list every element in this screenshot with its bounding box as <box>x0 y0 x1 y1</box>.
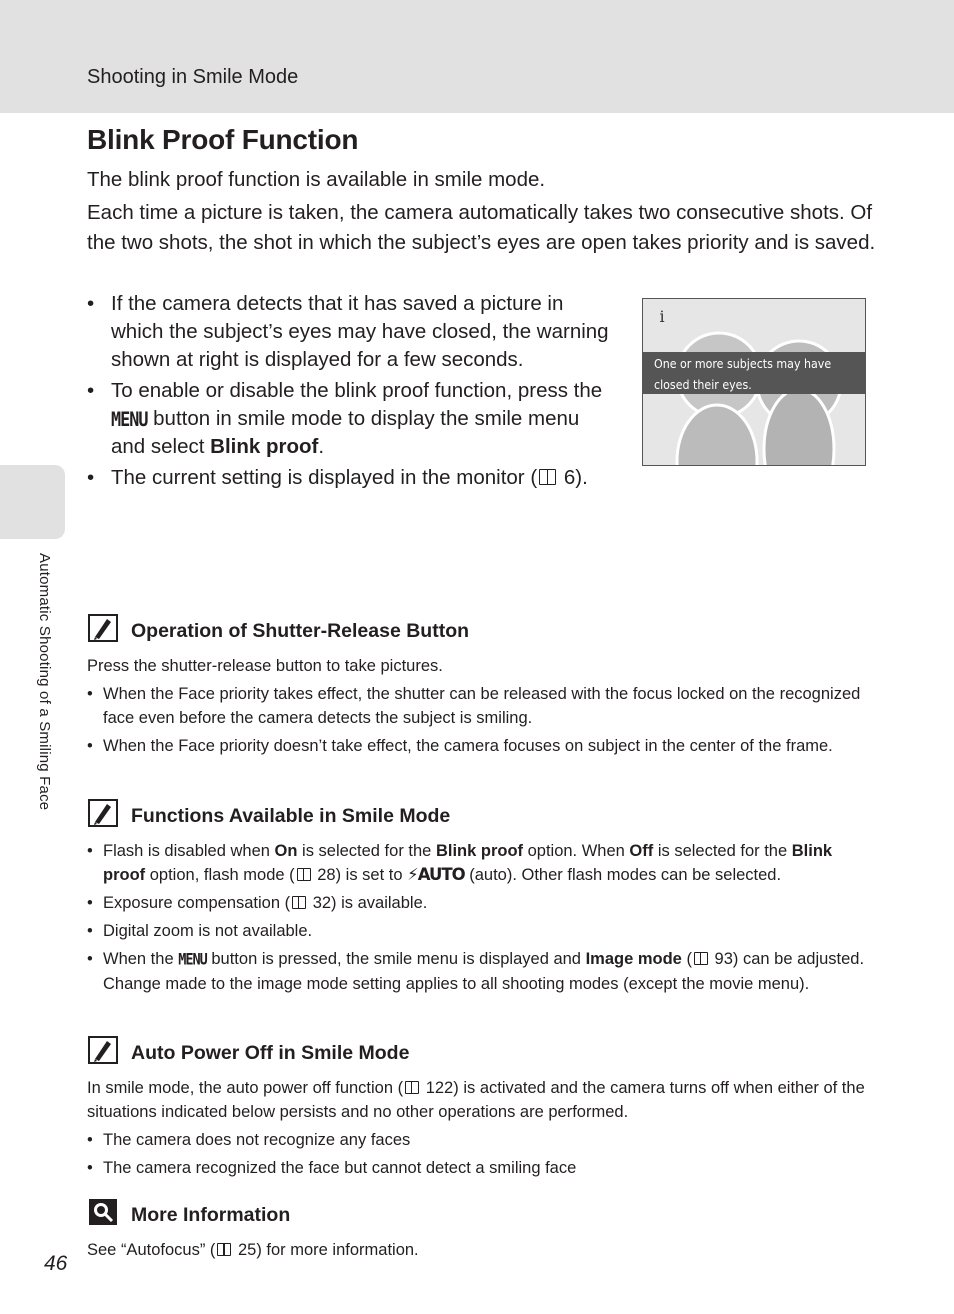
list-item: • When the Face priority doesn’t take effect, the camera focuses on subject in the center of the frame. <box>87 734 867 758</box>
bullet-current-text-a: The current setting is displayed in the monitor ( <box>111 466 538 489</box>
note-heading-functions: Functions Available in Smile Mode <box>131 805 451 827</box>
info-icon: i <box>659 307 665 326</box>
note-text-autopower <box>87 1076 867 1124</box>
bullet-current-text-b: 6). <box>558 466 588 489</box>
text-run: Flash is disabled when <box>103 842 275 860</box>
menu-button-icon: MENU <box>111 407 148 431</box>
text-run: option, flash mode ( <box>145 866 295 884</box>
text-run: 93) can be adjusted. Change made to the image mode setting applies to all shooting modes (except the movie menu). <box>103 950 865 993</box>
intro-paragraph: The blink proof function is available in smile mode. <box>87 168 546 191</box>
text-run: is selected for the <box>653 842 792 860</box>
bullet-warning-text: If the camera detects that it has saved a picture in which the subject’s eyes may have closed, the warning shown at right is displayed for a few seconds. <box>111 292 609 371</box>
page-number: 46 <box>44 1252 68 1275</box>
text-run: 28) is set to <box>312 866 408 884</box>
list-item: • The camera does not recognize any faces <box>87 1128 867 1152</box>
book-reference-icon <box>297 868 311 881</box>
bullet-enable-text-c: . <box>318 435 325 458</box>
bullet-enable <box>87 377 617 461</box>
list-item <box>87 839 867 887</box>
text-run: option. When <box>523 842 630 860</box>
warning-line-1: One or more subjects may have <box>654 357 832 371</box>
note-heading-more: More Information <box>131 1204 291 1226</box>
text-run: Exposure compensation ( <box>103 894 291 912</box>
header-title: Shooting in Smile Mode <box>87 66 299 88</box>
bullet-warning <box>87 290 617 374</box>
bullet-enable-text-b: button in smile mode to display the smile menu and select <box>111 407 580 458</box>
side-tab <box>0 465 65 539</box>
note-pencil-icon <box>88 799 118 827</box>
on-label: On <box>274 842 298 860</box>
text-run: 122) is activated and the camera turns off when either of the situations indicated below persists and no other operations are performed. <box>87 1079 865 1121</box>
more-info-icon <box>88 1198 118 1226</box>
note-pencil-icon <box>88 614 118 642</box>
text-run: 25) for more information. <box>233 1241 419 1259</box>
book-reference-icon <box>694 952 708 965</box>
warning-line-2: closed their eyes. <box>654 378 752 392</box>
text-run: In smile mode, the auto power off function ( <box>87 1079 404 1097</box>
closed-eyes-warning <box>643 352 865 394</box>
header-band <box>0 0 954 113</box>
blink-proof-label: Blink proof <box>210 435 319 458</box>
section-title: Blink Proof Function <box>87 124 359 155</box>
book-reference-icon <box>292 896 306 909</box>
side-tab-label: Automatic Shooting of a Smiling Face <box>36 553 53 811</box>
book-reference-icon <box>405 1081 419 1094</box>
text-run: (auto). Other flash modes can be selected. <box>464 866 782 884</box>
note-text-shutter: Press the shutter-release button to take pictures. <box>87 657 443 675</box>
note-list-functions <box>87 839 867 1000</box>
text-run: 32) is available. <box>308 894 428 912</box>
detail-paragraph: Each time a picture is taken, the camera automatically takes two consecutive shots. Of the two shots, the shot in which the subject’s eyes are open takes priority and is saved. <box>87 201 876 254</box>
blink-proof-label: Blink proof <box>103 842 833 884</box>
main-bullet-list <box>87 290 617 495</box>
bullet-current-setting <box>87 464 671 492</box>
note-heading-shutter: Operation of Shutter-Release Button <box>131 620 470 642</box>
image-mode-label: Image mode <box>585 950 682 968</box>
text-run: button is pressed, the smile menu is displayed and <box>206 950 586 968</box>
monitor-illustration <box>642 298 866 466</box>
text-run: When the <box>103 950 179 968</box>
flash-auto-icon: ⚡AUTO <box>407 865 465 884</box>
bullet-enable-text-a: To enable or disable the blink proof function, press the <box>111 379 603 402</box>
note-text-more <box>87 1238 867 1262</box>
list-item: • Digital zoom is not available. <box>87 919 867 943</box>
text-run: is selected for the <box>297 842 436 860</box>
book-reference-icon <box>539 469 556 485</box>
list-item <box>87 947 867 996</box>
book-reference-icon <box>217 1243 231 1256</box>
list-item <box>87 891 867 915</box>
blink-proof-label: Blink proof <box>435 842 524 860</box>
note-list-autopower <box>87 1128 867 1184</box>
off-label: Off <box>629 842 654 860</box>
text-run: ( <box>681 950 692 968</box>
list-item: • When the Face priority takes effect, the shutter can be released with the focus locked on the recognized face even before the camera detects the subject is smiling. <box>87 682 867 730</box>
text-run: See “Autofocus” ( <box>87 1241 216 1259</box>
list-item: • The camera recognized the face but cannot detect a smiling face <box>87 1156 867 1180</box>
note-heading-autopower: Auto Power Off in Smile Mode <box>131 1042 410 1064</box>
menu-button-icon: MENU <box>178 950 207 970</box>
note-list-shutter <box>87 682 867 762</box>
note-pencil-icon <box>88 1036 118 1064</box>
